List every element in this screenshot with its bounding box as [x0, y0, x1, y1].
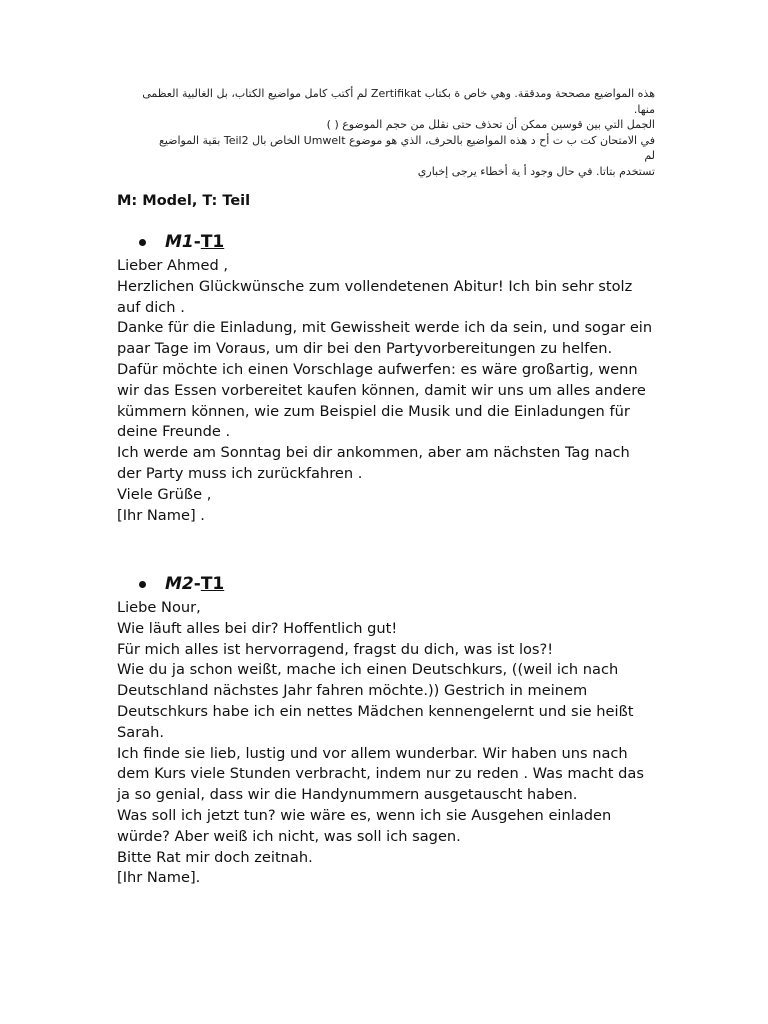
text-line: Liebe Nour,: [117, 599, 201, 616]
arabic-line: منها.: [633, 102, 655, 116]
text-line: paar Tage im Voraus, um dir bei den Partyvorbereitungen zu helfen.: [117, 340, 613, 358]
text-line: Wie du ja schon weißt, mache ich einen Deutschkurs, ((weil ich nach: [117, 661, 619, 679]
text-line: Ich werde am Sonntag bei dir ankommen, aber am nächsten Tag nach: [117, 444, 630, 462]
text-line: Sarah.: [117, 723, 165, 741]
text-line: [Ihr Name] .: [117, 506, 205, 524]
text-line: Herzlichen Glückwünsche zum vollendetenen Abitur! Ich bin sehr stolz: [117, 277, 633, 295]
letter-body: [117, 256, 662, 526]
section-heading: [139, 570, 662, 598]
teil-label: T1: [200, 232, 225, 252]
model-label: M2: [165, 574, 194, 594]
text-line: auf dich .: [117, 298, 185, 316]
text-line: Lieber Ahmed ,: [117, 257, 229, 274]
text-line: deine Freunde .: [117, 423, 231, 441]
text-line: kümmern können, wie zum Beispiel die Musik und die Einladungen für: [117, 402, 630, 420]
heading-dash: -: [193, 232, 201, 252]
text-line: Was soll ich jetzt tun? wie wäre es, wenn ich sie Ausgehen einladen: [117, 806, 612, 824]
arabic-line: في الامتحان كت ب ت أح د هذه المواضيع بالحرف، الذي هو موضوع Umwelt الخاص بال Teil2 بقية المواضيع: [158, 133, 655, 147]
text-line: Dafür möchte ich einen Vorschlage aufwerfen: es wäre großartig, wenn: [117, 360, 638, 378]
arabic-line: الجمل التي بين قوسين ممكن أن تحذف حتى نقلل من حجم الموضوع ( ): [326, 118, 655, 131]
model-label: M1: [165, 232, 194, 252]
text-line: Bitte Rat mir doch zeitnah.: [117, 848, 313, 866]
text-line: ja so genial, dass wir die Handynummern ausgetauscht haben.: [117, 786, 578, 804]
arabic-line: هذه المواضيع مصححة ومدققة. وهي خاص ة بكتاب Zertifikat لم أكتب كامل مواضيع الكتاب، بل الغالبية العظمى: [142, 87, 655, 100]
heading-dash: -: [193, 574, 201, 594]
bullet-icon: [139, 239, 146, 246]
teil-label: T1: [200, 574, 225, 594]
text-line: Viele Grüße ,: [117, 485, 212, 503]
text-line: Für mich alles ist hervorragend, fragst du dich, was ist los?!: [117, 640, 554, 658]
legend: M: Model, T: Teil: [117, 193, 251, 209]
arabic-intro: [115, 86, 655, 179]
text-line: würde? Aber weiß ich nicht, was soll ich sagen.: [117, 827, 461, 845]
arabic-line: لم: [644, 149, 655, 162]
bullet-icon: [139, 581, 146, 588]
text-line: dem Kurs viele Stunden verbracht, indem nur zu reden . Was macht das: [117, 765, 644, 783]
arabic-line: تستخدم بتاتا. في حال وجود أ ية أخطاء يرجى إخباري: [417, 164, 655, 178]
text-line: Danke für die Einladung, mit Gewissheit werde ich da sein, und sogar ein: [117, 319, 653, 337]
section-heading: [139, 228, 662, 256]
section-m2: [117, 570, 662, 889]
text-line: der Party muss ich zurückfahren .: [117, 464, 363, 482]
text-line: [Ihr Name].: [117, 869, 201, 887]
section-m1: [117, 228, 662, 526]
text-line: Ich finde sie lieb, lustig und vor allem wunderbar. Wir haben uns nach: [117, 744, 628, 762]
text-line: Deutschland nächstes Jahr fahren möchte.)) Gestrich in meinem: [117, 682, 588, 700]
text-line: Wie läuft alles bei dir? Hoffentlich gut!: [117, 619, 398, 637]
text-line: wir das Essen vorbereitet kaufen können, damit wir uns um alles andere: [117, 381, 646, 399]
letter-body: [117, 598, 662, 889]
text-line: Deutschkurs habe ich ein nettes Mädchen kennengelernt und sie heißt: [117, 702, 634, 720]
